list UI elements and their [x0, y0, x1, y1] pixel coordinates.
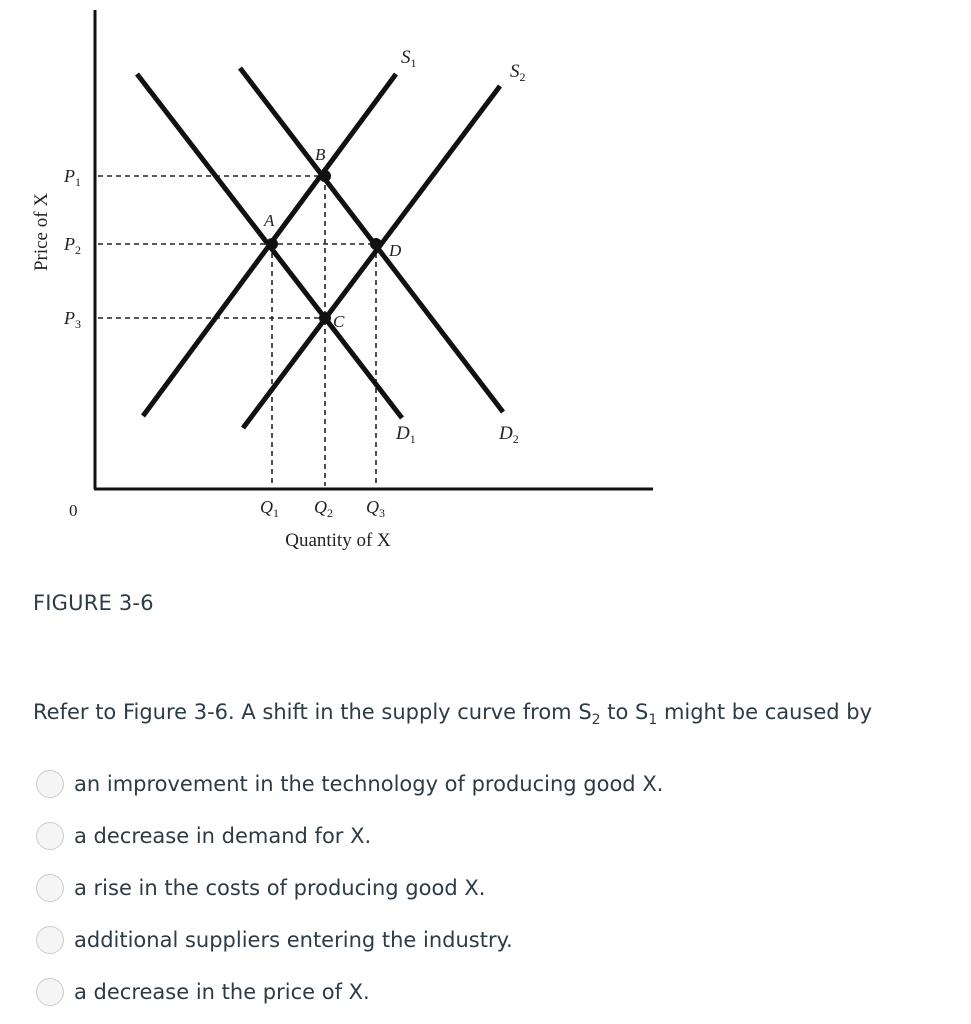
- point-d-label: D: [389, 241, 402, 260]
- quantity-label-q2: $Q_2$: [314, 497, 333, 520]
- d1-label: $D_1$: [396, 423, 416, 446]
- quantity-label-q3: $Q_3$: [366, 497, 385, 520]
- point-d-dot: [370, 238, 382, 250]
- s1-label: $S_1$: [401, 47, 417, 70]
- origin-label: 0: [69, 501, 78, 520]
- answer-label: a decrease in the price of X.: [74, 980, 370, 1004]
- answer-label: a decrease in demand for X.: [74, 824, 372, 848]
- quantity-label-q1: $Q_1$: [260, 497, 279, 520]
- d2-label: $D_2$: [499, 423, 519, 446]
- d2-curve: [240, 68, 503, 412]
- point-a-dot: [266, 238, 278, 250]
- radio-button[interactable]: [36, 770, 64, 798]
- answer-option[interactable]: [36, 764, 736, 804]
- answer-option[interactable]: [36, 972, 736, 1012]
- figure-caption: FIGURE 3-6: [33, 591, 154, 615]
- x-axis-label: Quantity of X: [285, 530, 391, 551]
- price-label-p1: $P_1$: [64, 166, 81, 189]
- point-c-dot: [319, 312, 331, 324]
- price-label-p3: $P_3$: [64, 308, 81, 331]
- radio-button[interactable]: [36, 822, 64, 850]
- answer-label: a rise in the costs of producing good X.: [74, 876, 486, 900]
- point-c-label: C: [333, 312, 345, 331]
- question-text: Refer to Figure 3-6. A shift in the supply curve from $S_2$ to $S_1$ might be caused by: [33, 700, 873, 728]
- answer-option[interactable]: [36, 868, 736, 908]
- s2-label: $S_2$: [510, 61, 526, 84]
- point-b-dot: [319, 170, 331, 182]
- answer-label: additional suppliers entering the industry.: [74, 928, 513, 952]
- answer-label: an improvement in the technology of producing good X.: [74, 772, 664, 796]
- point-a-label: A: [264, 211, 275, 230]
- radio-button[interactable]: [36, 874, 64, 902]
- radio-button[interactable]: [36, 926, 64, 954]
- answer-option[interactable]: [36, 816, 736, 856]
- y-axis-label: Price of X: [31, 192, 52, 272]
- point-b-label: B: [315, 145, 326, 164]
- radio-button[interactable]: [36, 978, 64, 1006]
- price-label-p2: $P_2$: [64, 234, 81, 257]
- answer-option[interactable]: [36, 920, 736, 960]
